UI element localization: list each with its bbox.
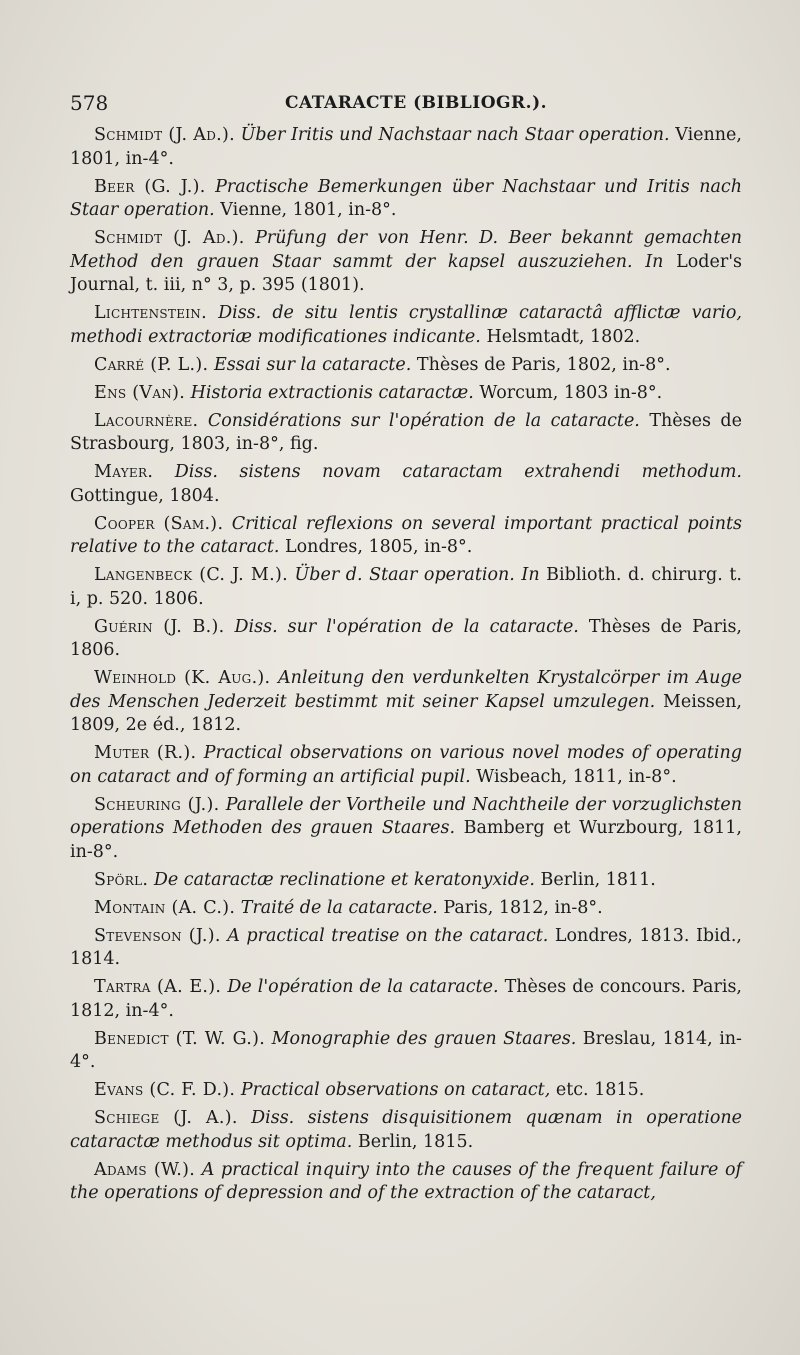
bibliography-entry (70, 461, 742, 508)
bibliography-entry (70, 742, 742, 789)
entry-author: Mayer. (94, 462, 154, 482)
entry-author: Carré (P. L.). (94, 354, 209, 375)
bibliography-entry (70, 1107, 742, 1154)
entry-details: Paris, 1812, in-8°. (443, 897, 603, 918)
entry-title: Über Iritis und Nachstaar nach Staar operation. (240, 125, 670, 145)
entry-author: Benedict (T. W. G.). (94, 1028, 266, 1049)
bibliography-entry (70, 513, 742, 560)
entry-author: Evans (C. F. D.). (94, 1080, 236, 1100)
bibliography-entry (70, 869, 742, 893)
entry-author: Lichtenstein. (94, 303, 207, 323)
entry-author: Stevenson (J.). (94, 925, 221, 946)
entry-title: A practical inquiry into the causes of the frequent failure of the operations of depression and of the extraction of the cataract, (70, 1159, 742, 1203)
entry-author: Tartra (A. E.). (94, 977, 222, 997)
entry-author: Cooper (Sam.). (94, 513, 224, 534)
entry-title: De cataractæ reclinatione et keratonyxide. (153, 869, 535, 890)
bibliography-entry (70, 176, 742, 223)
bibliography-entry (70, 976, 742, 1023)
entry-author: Adams (W.). (94, 1159, 196, 1180)
entry-details: Meissen, 1809, 2e éd., 1812. (70, 691, 742, 735)
entry-title: Diss. sistens disquisitionem quænam in operatione cataractæ methodus sit optima. (70, 1108, 742, 1152)
entry-details: Worcum, 1803 in-8°. (479, 382, 663, 403)
entry-author: Guérin (J. B.). (94, 616, 225, 637)
entry-details: Biblioth. d. chirurg. t. i, p. 520. 1806. (70, 565, 742, 609)
bibliography-entry (70, 354, 742, 378)
entry-details: Thèses de Strasbourg, 1803, in-8°, fig. (70, 410, 742, 454)
entry-title: Essai sur la cataracte. (213, 354, 412, 375)
entry-author: Ens (Van). (94, 382, 186, 403)
entry-title: Diss. sur l'opération de la cataracte. (234, 616, 579, 637)
entry-details: Vienne, 1801, in-4°. (70, 125, 742, 169)
bibliography-entry (70, 794, 742, 865)
bibliography-entry (70, 382, 742, 406)
entry-title: Diss. sistens novam cataractam extrahendi methodum. (174, 462, 742, 482)
entry-details: Loder's Journal, t. iii, n° 3, p. 395 (1801). (70, 251, 742, 295)
entry-author: Spörl. (94, 869, 149, 890)
bibliography-entry (70, 124, 742, 171)
bibliography-entry (70, 897, 742, 921)
entry-author: Montain (A. C.). (94, 897, 236, 918)
bibliography-entry (70, 1028, 742, 1075)
bibliography-entry (70, 616, 742, 663)
entry-author: Schmidt (J. Ad.). (94, 228, 245, 248)
bibliography-entry (70, 564, 742, 611)
entry-details: Bamberg et Wurzbourg, 1811, in-8°. (70, 818, 742, 862)
entry-details: Breslau, 1814, in-4°. (70, 1028, 742, 1072)
entry-title: Prüfung der von Henr. D. Beer bekannt gemachten Method den grauen Staar sammt der kapsel auszuziehen. In (70, 228, 742, 272)
entry-details: Wisbeach, 1811, in-8°. (476, 766, 677, 787)
entry-author: Muter (R.). (94, 743, 197, 763)
bibliography-entry (70, 667, 742, 738)
entry-author: Scheuring (J.). (94, 794, 220, 815)
entry-title: Parallele der Vortheile und Nachtheile der vorzuglichsten operations Methoden des grauen Staares. (70, 794, 742, 838)
entry-details: etc. 1815. (555, 1080, 645, 1100)
page-header (70, 88, 740, 118)
bibliography-entry (70, 1079, 742, 1103)
entry-details: Berlin, 1811. (540, 869, 656, 890)
entry-title: A practical treatise on the cataract. (227, 925, 549, 946)
entry-author: Schmidt (J. Ad.). (94, 125, 235, 145)
bibliography-entry (70, 410, 742, 457)
entry-title: Traité de la cataracte. (240, 897, 438, 918)
entry-title: Practical observations on cataract, (240, 1080, 551, 1100)
entry-author: Weinhold (K. Aug.). (94, 668, 271, 688)
entry-author: Langenbeck (C. J. M.). (94, 565, 288, 585)
entry-title: Über d. Staar operation. In (294, 565, 540, 585)
entry-details: Thèses de Paris, 1806. (70, 616, 742, 660)
entry-details: Londres, 1805, in-8°. (285, 537, 473, 557)
entry-title: Considérations sur l'opération de la cataracte. (207, 410, 640, 431)
entry-author: Beer (G. J.). (94, 176, 206, 197)
entry-title: Diss. de situ lentis crystallinæ cataractâ afflictæ vario, methodi extractoriæ modificationes indicante. (70, 303, 742, 347)
bibliography-entry (70, 1159, 742, 1206)
bibliography-entry (70, 925, 742, 972)
running-head: CATARACTE (BIBLIOGR.). (285, 93, 548, 113)
entry-author: Lacournère. (94, 410, 199, 431)
entry-title: Critical reflexions on several important practical points relative to the cataract. (70, 513, 742, 557)
entry-title: Historia extractionis cataractæ. (190, 382, 474, 403)
entry-title: Anleitung den verdunkelten Krystalcörper im Auge des Menschen Jederzeit bestimmt mit seiner Kapsel umzulegen. (70, 668, 742, 712)
entry-details: Thèses de concours. Paris, 1812, in-4°. (70, 977, 742, 1021)
page-number: 578 (70, 91, 109, 115)
bibliography-entry (70, 227, 742, 298)
entry-title: De l'opération de la cataracte. (227, 977, 499, 997)
entry-details: Berlin, 1815. (357, 1131, 474, 1152)
bibliography-entry (70, 302, 742, 349)
entry-title: Practische Bemerkungen über Nachstaar und Iritis nach Staar operation. (70, 176, 742, 220)
entry-details: Londres, 1813. Ibid., 1814. (70, 925, 742, 969)
entry-details: Gottingue, 1804. (70, 485, 220, 506)
entry-title: Practical observations on various novel modes of operating on cataract and of forming an artificial pupil. (70, 743, 742, 787)
entry-title: Monographie des grauen Staares. (271, 1028, 577, 1049)
bibliography-list (70, 124, 742, 1210)
entry-details: Vienne, 1801, in-8°. (220, 200, 397, 220)
entry-details: Helsmtadt, 1802. (486, 326, 641, 347)
entry-details: Thèses de Paris, 1802, in-8°. (416, 354, 671, 375)
entry-author: Schiege (J. A.). (94, 1108, 238, 1128)
